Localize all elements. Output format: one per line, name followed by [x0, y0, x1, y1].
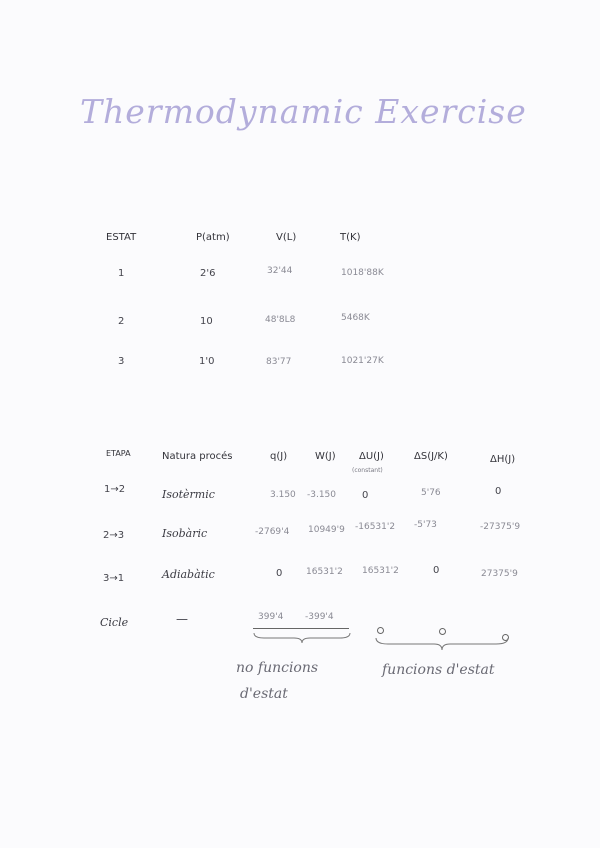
state-functions-label: funcions d'estat	[382, 662, 495, 678]
stage-2-internal-energy: -16531'2	[355, 522, 396, 532]
stage-2-label: 2→3	[103, 530, 125, 541]
state-1-pressure: 2'6	[200, 268, 216, 279]
cycle-entropy-zero	[439, 628, 446, 635]
stages-header-entropy: ΔS(J/K)	[414, 451, 448, 462]
internal-energy-note: (constant)	[352, 467, 383, 474]
stage-2-process: Isobàric	[162, 527, 208, 540]
state-1-label: 1	[118, 268, 125, 279]
stages-header-work: W(J)	[315, 451, 336, 462]
stage-2-heat: -2769'4	[255, 527, 290, 537]
stage-3-internal-energy: 16531'2	[362, 566, 399, 576]
state-3-label: 3	[118, 356, 125, 367]
cycle-work-underline	[253, 628, 349, 629]
stages-header-internal-energy: ΔU(J)	[359, 451, 384, 462]
stage-3-entropy: 0	[433, 565, 440, 576]
cycle-label: Cicle	[100, 616, 129, 629]
cycle-heat: 399'4	[258, 612, 284, 622]
cycle-internal-energy-zero	[377, 627, 384, 634]
stage-3-process: Adiabàtic	[162, 568, 215, 581]
non-state-functions-brace	[252, 631, 352, 645]
stage-1-work: -3.150	[307, 490, 337, 500]
state-2-label: 2	[118, 316, 125, 327]
page-title: Thermodynamic Exercise	[80, 92, 527, 131]
stage-3-heat: 0	[276, 568, 283, 579]
state-1-temperature: 1018'88K	[341, 268, 384, 278]
states-header-temperature: T(K)	[340, 232, 361, 243]
state-3-temperature: 1021'27K	[341, 356, 384, 366]
stage-3-enthalpy: 27375'9	[481, 569, 518, 579]
stage-1-process: Isotèrmic	[162, 488, 215, 501]
stage-1-enthalpy: 0	[495, 486, 502, 497]
states-header-pressure: P(atm)	[196, 232, 230, 243]
stage-1-entropy: 5'76	[421, 488, 441, 498]
state-1-volume: 32'44	[267, 266, 293, 276]
states-header-volume: V(L)	[276, 232, 297, 243]
stages-header-etapa: ETAPA	[106, 449, 131, 458]
stage-2-work: 10949'9	[308, 525, 345, 535]
states-header-estat: ESTAT	[106, 232, 137, 243]
state-2-temperature: 5468K	[341, 313, 370, 323]
stage-1-internal-energy: 0	[362, 490, 369, 501]
stages-header-heat: q(J)	[270, 451, 288, 462]
state-functions-brace	[372, 636, 512, 652]
stage-2-entropy: -5'73	[414, 520, 437, 530]
state-2-pressure: 10	[200, 316, 213, 327]
state-3-volume: 83'77	[266, 357, 292, 367]
stage-3-label: 3→1	[103, 573, 125, 584]
stage-1-label: 1→2	[104, 484, 126, 495]
stages-header-enthalpy: ΔH(J)	[490, 454, 516, 465]
stage-2-enthalpy: -27375'9	[480, 522, 521, 532]
stage-1-heat: 3.150	[270, 490, 296, 500]
stage-3-work: 16531'2	[306, 567, 343, 577]
cycle-process-dash: —	[176, 612, 188, 626]
cycle-work: -399'4	[305, 612, 334, 622]
state-2-volume: 48'8L8	[265, 315, 296, 325]
state-3-pressure: 1'0	[199, 356, 215, 367]
non-state-functions-label-line1: no funcions	[236, 660, 319, 676]
non-state-functions-label-line2: d'estat	[240, 686, 288, 702]
stages-header-process: Natura procés	[162, 451, 233, 462]
